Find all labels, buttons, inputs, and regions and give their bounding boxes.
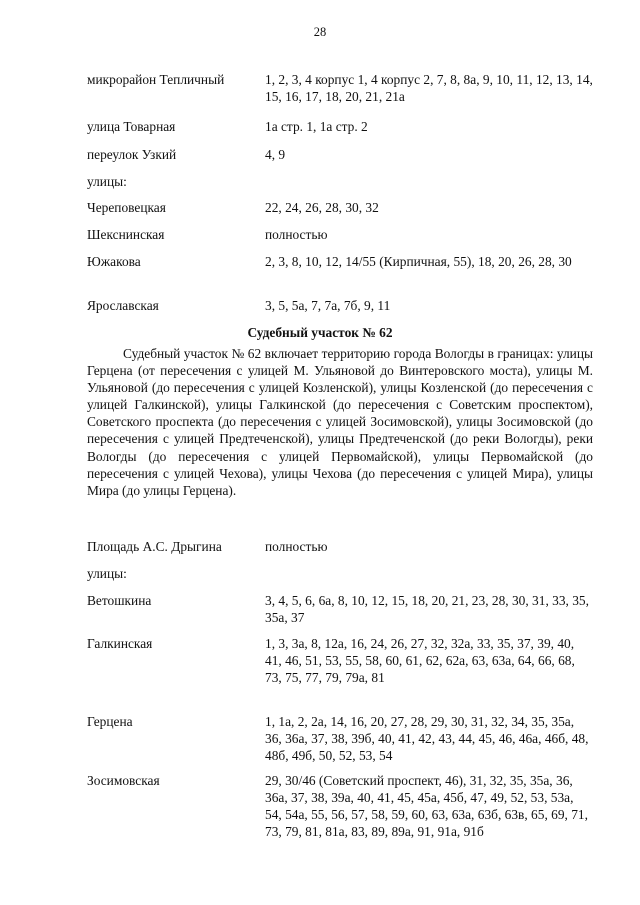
house-numbers: 2, 3, 8, 10, 12, 14/55 (Кирпичная, 55), 18, 20, 26, 28, 30 [265,254,572,269]
house-numbers: 3, 4, 5, 6, 6а, 8, 10, 12, 15, 18, 20, 21, 23, 28, 30, 31, 33, 35, 35а, 37 [265,593,589,625]
streets-label: улицы: [87,566,127,581]
street-name: улица Товарная [87,119,176,134]
house-numbers: полностью [265,539,328,554]
street-name: микрорайон Тепличный [87,72,225,87]
house-numbers: 1, 1а, 2, 2а, 14, 16, 20, 27, 28, 29, 30, 31, 32, 34, 35, 35а, 36, 36а, 37, 38, 39б, 40, 41, 42, 43, 44, 45, 46, 46а, 46б, 48, 48б, 49б, 50, 52, 53, 54 [265,714,589,763]
section-heading: Судебный участок № 62 [247,325,393,340]
street-name: Шекснинская [87,227,165,242]
house-numbers: 3, 5, 5а, 7, 7а, 7б, 9, 11 [265,298,391,313]
street-name: Галкинская [87,636,153,651]
street-name: Ветошкина [87,593,152,608]
house-numbers: 29, 30/46 (Советский проспект, 46), 31, 32, 35, 35а, 36, 36а, 37, 38, 39а, 40, 41, 45, 45а, 45б, 47, 49, 52, 53, 53а, 54, 54а, 55, 56, 57, 58, 59, 60, 63, 63а, 63б, 63в, 65, 69, 71, 73, 79, 81, 81а, 83, 89, 89а, 91, 91а, 91б [265,773,588,839]
house-numbers: 22, 24, 26, 28, 30, 32 [265,200,379,215]
street-name: Зосимовская [87,773,160,788]
street-name: переулок Узкий [87,147,177,162]
street-name: Площадь А.С. Дрыгина [87,539,222,554]
section-description: Судебный участок № 62 включает территорию города Вологды в границах: улицы Герцена (от пересечения с улицей М. Ульяновой до Винтеровского моста), улицы М. Ульяновой (до пересечения с улицей Козленской), улицы Козленской (до пересечения с улицей Галкинской), улицы Галкинской (до пересечения с Советским проспектом), Советского проспекта (до пересечения с улицей Зосимовской), улицы Зосимовской (до пересечения с улицей Предтеченской), улицы Предтеченской (до реки Вологды), реки Вологды (до пересечения с улицей Первомайской), улицы Первомайской (до пересечения с улицей Чехова), улицы Чехова (до пересечения с улицей Мира), улицы Мира (до улицы Герцена). [87,346,593,498]
street-name: Южакова [87,254,141,269]
street-name: Ярославская [87,298,159,313]
street-name: Герцена [87,714,133,729]
house-numbers: 4, 9 [265,147,286,162]
streets-label: улицы: [87,174,127,189]
house-numbers: полностью [265,227,328,242]
house-numbers: 1, 2, 3, 4 корпус 1, 4 корпус 2, 7, 8, 8а, 9, 10, 11, 12, 13, 14, 15, 16, 17, 18, 20, 21, 21а [265,72,593,104]
house-numbers: 1а стр. 1, 1а стр. 2 [265,119,368,134]
page-number: 28 [313,25,327,39]
street-name: Череповецкая [87,200,166,215]
house-numbers: 1, 3, 3а, 8, 12а, 16, 24, 26, 27, 32, 32а, 33, 35, 37, 39, 40, 41, 46, 51, 53, 55, 58, 60, 61, 62, 62а, 63, 63а, 64, 66, 68, 73, 75, 77, 79, 79а, 81 [265,636,575,685]
